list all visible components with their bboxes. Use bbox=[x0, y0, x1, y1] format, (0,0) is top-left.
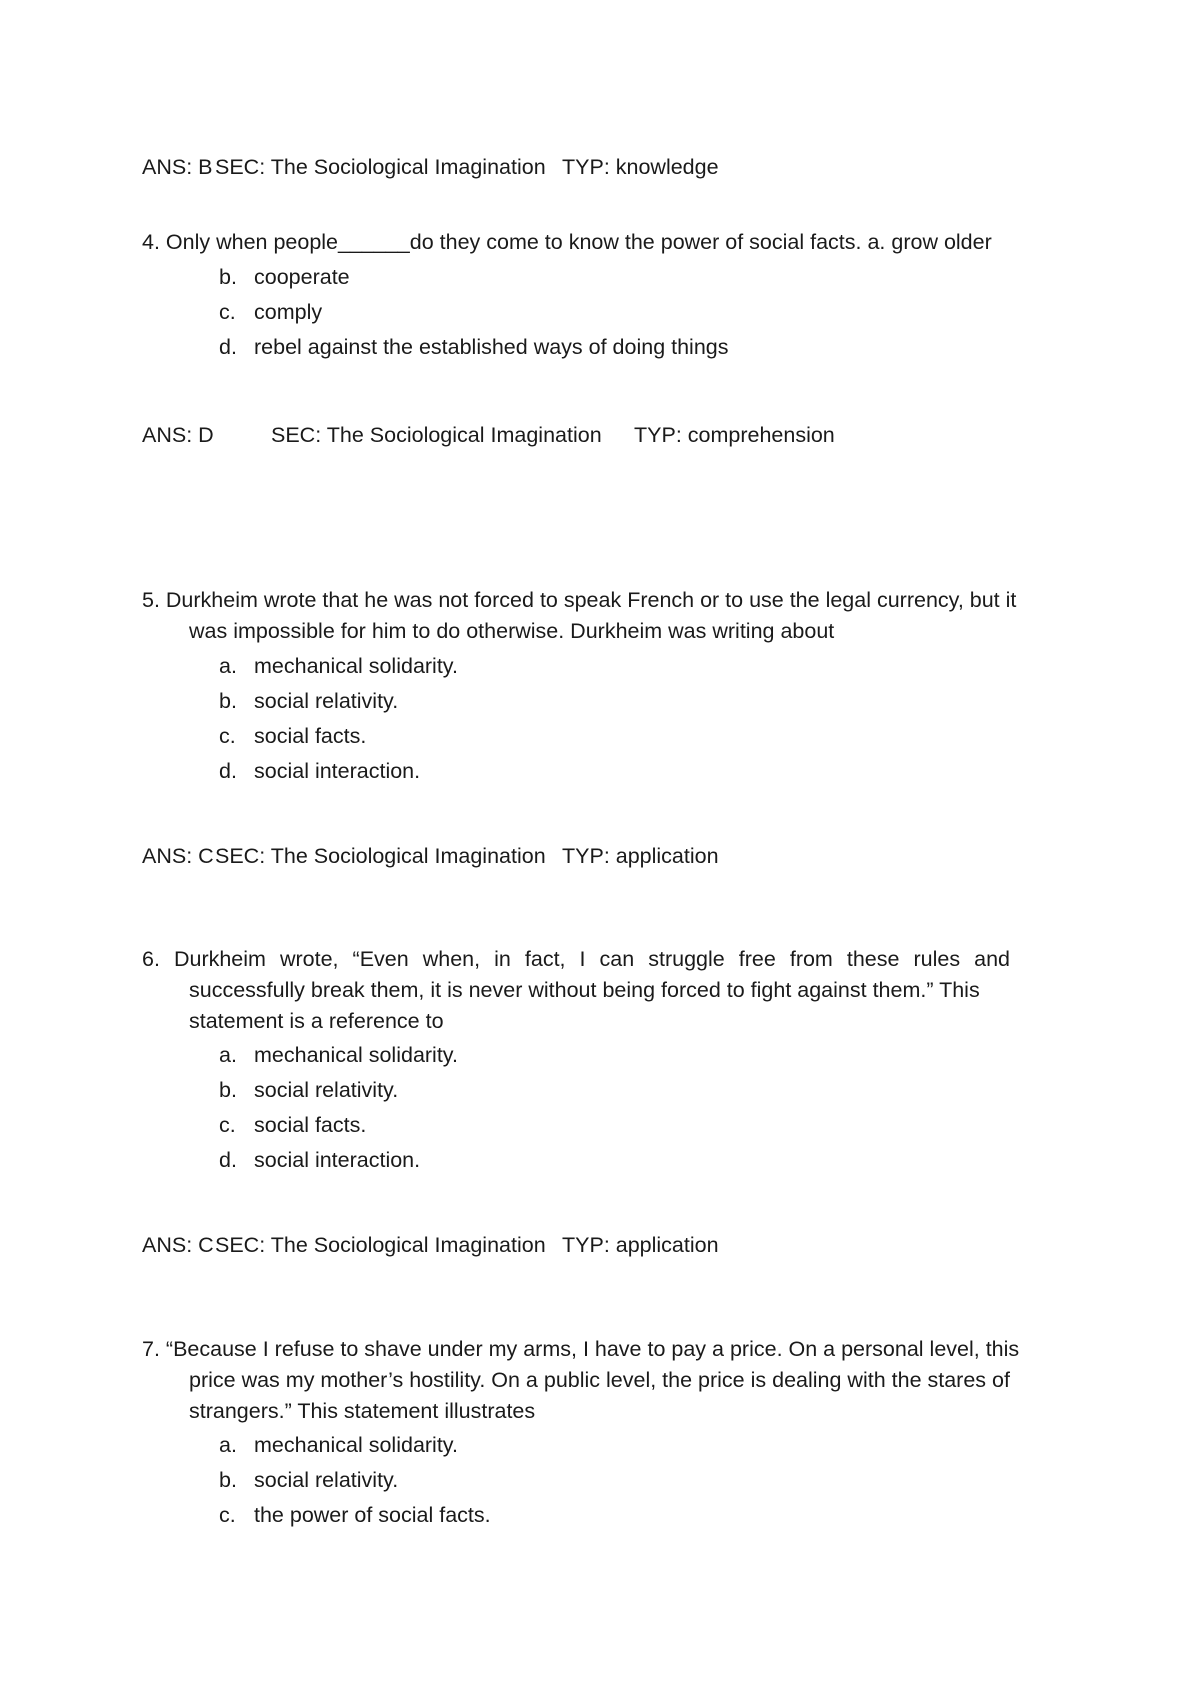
option bbox=[219, 651, 458, 681]
question-text-line: 5. Durkheim wrote that he was not forced to speak French or to use the legal currency, but it bbox=[142, 588, 1017, 612]
option-text: social interaction. bbox=[254, 1148, 421, 1172]
option bbox=[219, 262, 350, 292]
question-text-line: strangers.” This statement illustrates bbox=[189, 1399, 536, 1423]
option-text: social facts. bbox=[254, 724, 367, 748]
option-letter: a. bbox=[219, 1433, 237, 1457]
option bbox=[219, 1430, 458, 1460]
option-text: mechanical solidarity. bbox=[254, 1043, 458, 1067]
option bbox=[219, 1110, 366, 1140]
option-letter: c. bbox=[219, 1113, 236, 1137]
option-text: social interaction. bbox=[254, 759, 421, 783]
option-letter: b. bbox=[219, 1078, 237, 1102]
option bbox=[219, 686, 398, 716]
option-text: social relativity. bbox=[254, 1468, 399, 1492]
option bbox=[219, 1465, 398, 1495]
question-text-line: 6. Durkheim wrote, “Even when, in fact, I can struggle free from these rules and bbox=[142, 947, 1010, 971]
option-text: comply bbox=[254, 300, 323, 324]
answer-key: ANS: B bbox=[142, 155, 213, 179]
answer-section: SEC: The Sociological Imagination bbox=[215, 844, 546, 868]
option-letter: a. bbox=[219, 1043, 237, 1067]
option-text: social facts. bbox=[254, 1113, 367, 1137]
option-text: cooperate bbox=[254, 265, 350, 289]
option-text: mechanical solidarity. bbox=[254, 654, 458, 678]
option-text: social relativity. bbox=[254, 689, 399, 713]
answer-section: SEC: The Sociological Imagination bbox=[215, 1233, 546, 1257]
option-letter: b. bbox=[219, 689, 237, 713]
option bbox=[219, 756, 420, 786]
option-letter: b. bbox=[219, 1468, 237, 1492]
answer-key: ANS: D bbox=[142, 423, 214, 447]
option-text: mechanical solidarity. bbox=[254, 1433, 458, 1457]
answer-key: ANS: C bbox=[142, 844, 214, 868]
option-text: social relativity. bbox=[254, 1078, 399, 1102]
option bbox=[219, 1040, 458, 1070]
answer-type: TYP: application bbox=[562, 1233, 719, 1257]
option-letter: d. bbox=[219, 759, 237, 783]
answer-key: ANS: C bbox=[142, 1233, 214, 1257]
option-letter: d. bbox=[219, 335, 237, 359]
option bbox=[219, 1075, 398, 1105]
option-letter: b. bbox=[219, 265, 237, 289]
answer-section: SEC: The Sociological Imagination bbox=[215, 155, 546, 179]
option bbox=[219, 1145, 420, 1175]
question-text-line: statement is a reference to bbox=[189, 1009, 444, 1033]
option bbox=[219, 721, 366, 751]
question-text-line: price was my mother’s hostility. On a public level, the price is dealing with the stares of bbox=[189, 1368, 1010, 1392]
answer-type: TYP: application bbox=[562, 844, 719, 868]
option bbox=[219, 332, 729, 362]
option-letter: c. bbox=[219, 300, 236, 324]
option-letter: d. bbox=[219, 1148, 237, 1172]
question-text-line: was impossible for him to do otherwise. Durkheim was writing about bbox=[189, 619, 835, 643]
question-text-line: 7. “Because I refuse to shave under my arms, I have to pay a price. On a personal level, this bbox=[142, 1337, 1020, 1361]
option-text: the power of social facts. bbox=[254, 1503, 491, 1527]
question-text-line: successfully break them, it is never without being forced to fight against them.” This bbox=[189, 978, 980, 1002]
option-text: rebel against the established ways of doing things bbox=[254, 335, 729, 359]
answer-section: SEC: The Sociological Imagination bbox=[271, 423, 602, 447]
answer-type: TYP: knowledge bbox=[562, 155, 719, 179]
option-letter: c. bbox=[219, 724, 236, 748]
question-text: 4. Only when people______do they come to know the power of social facts. a. grow older bbox=[142, 230, 992, 254]
option-letter: c. bbox=[219, 1503, 236, 1527]
option bbox=[219, 297, 322, 327]
answer-type: TYP: comprehension bbox=[634, 423, 835, 447]
option bbox=[219, 1500, 491, 1530]
option-letter: a. bbox=[219, 654, 237, 678]
